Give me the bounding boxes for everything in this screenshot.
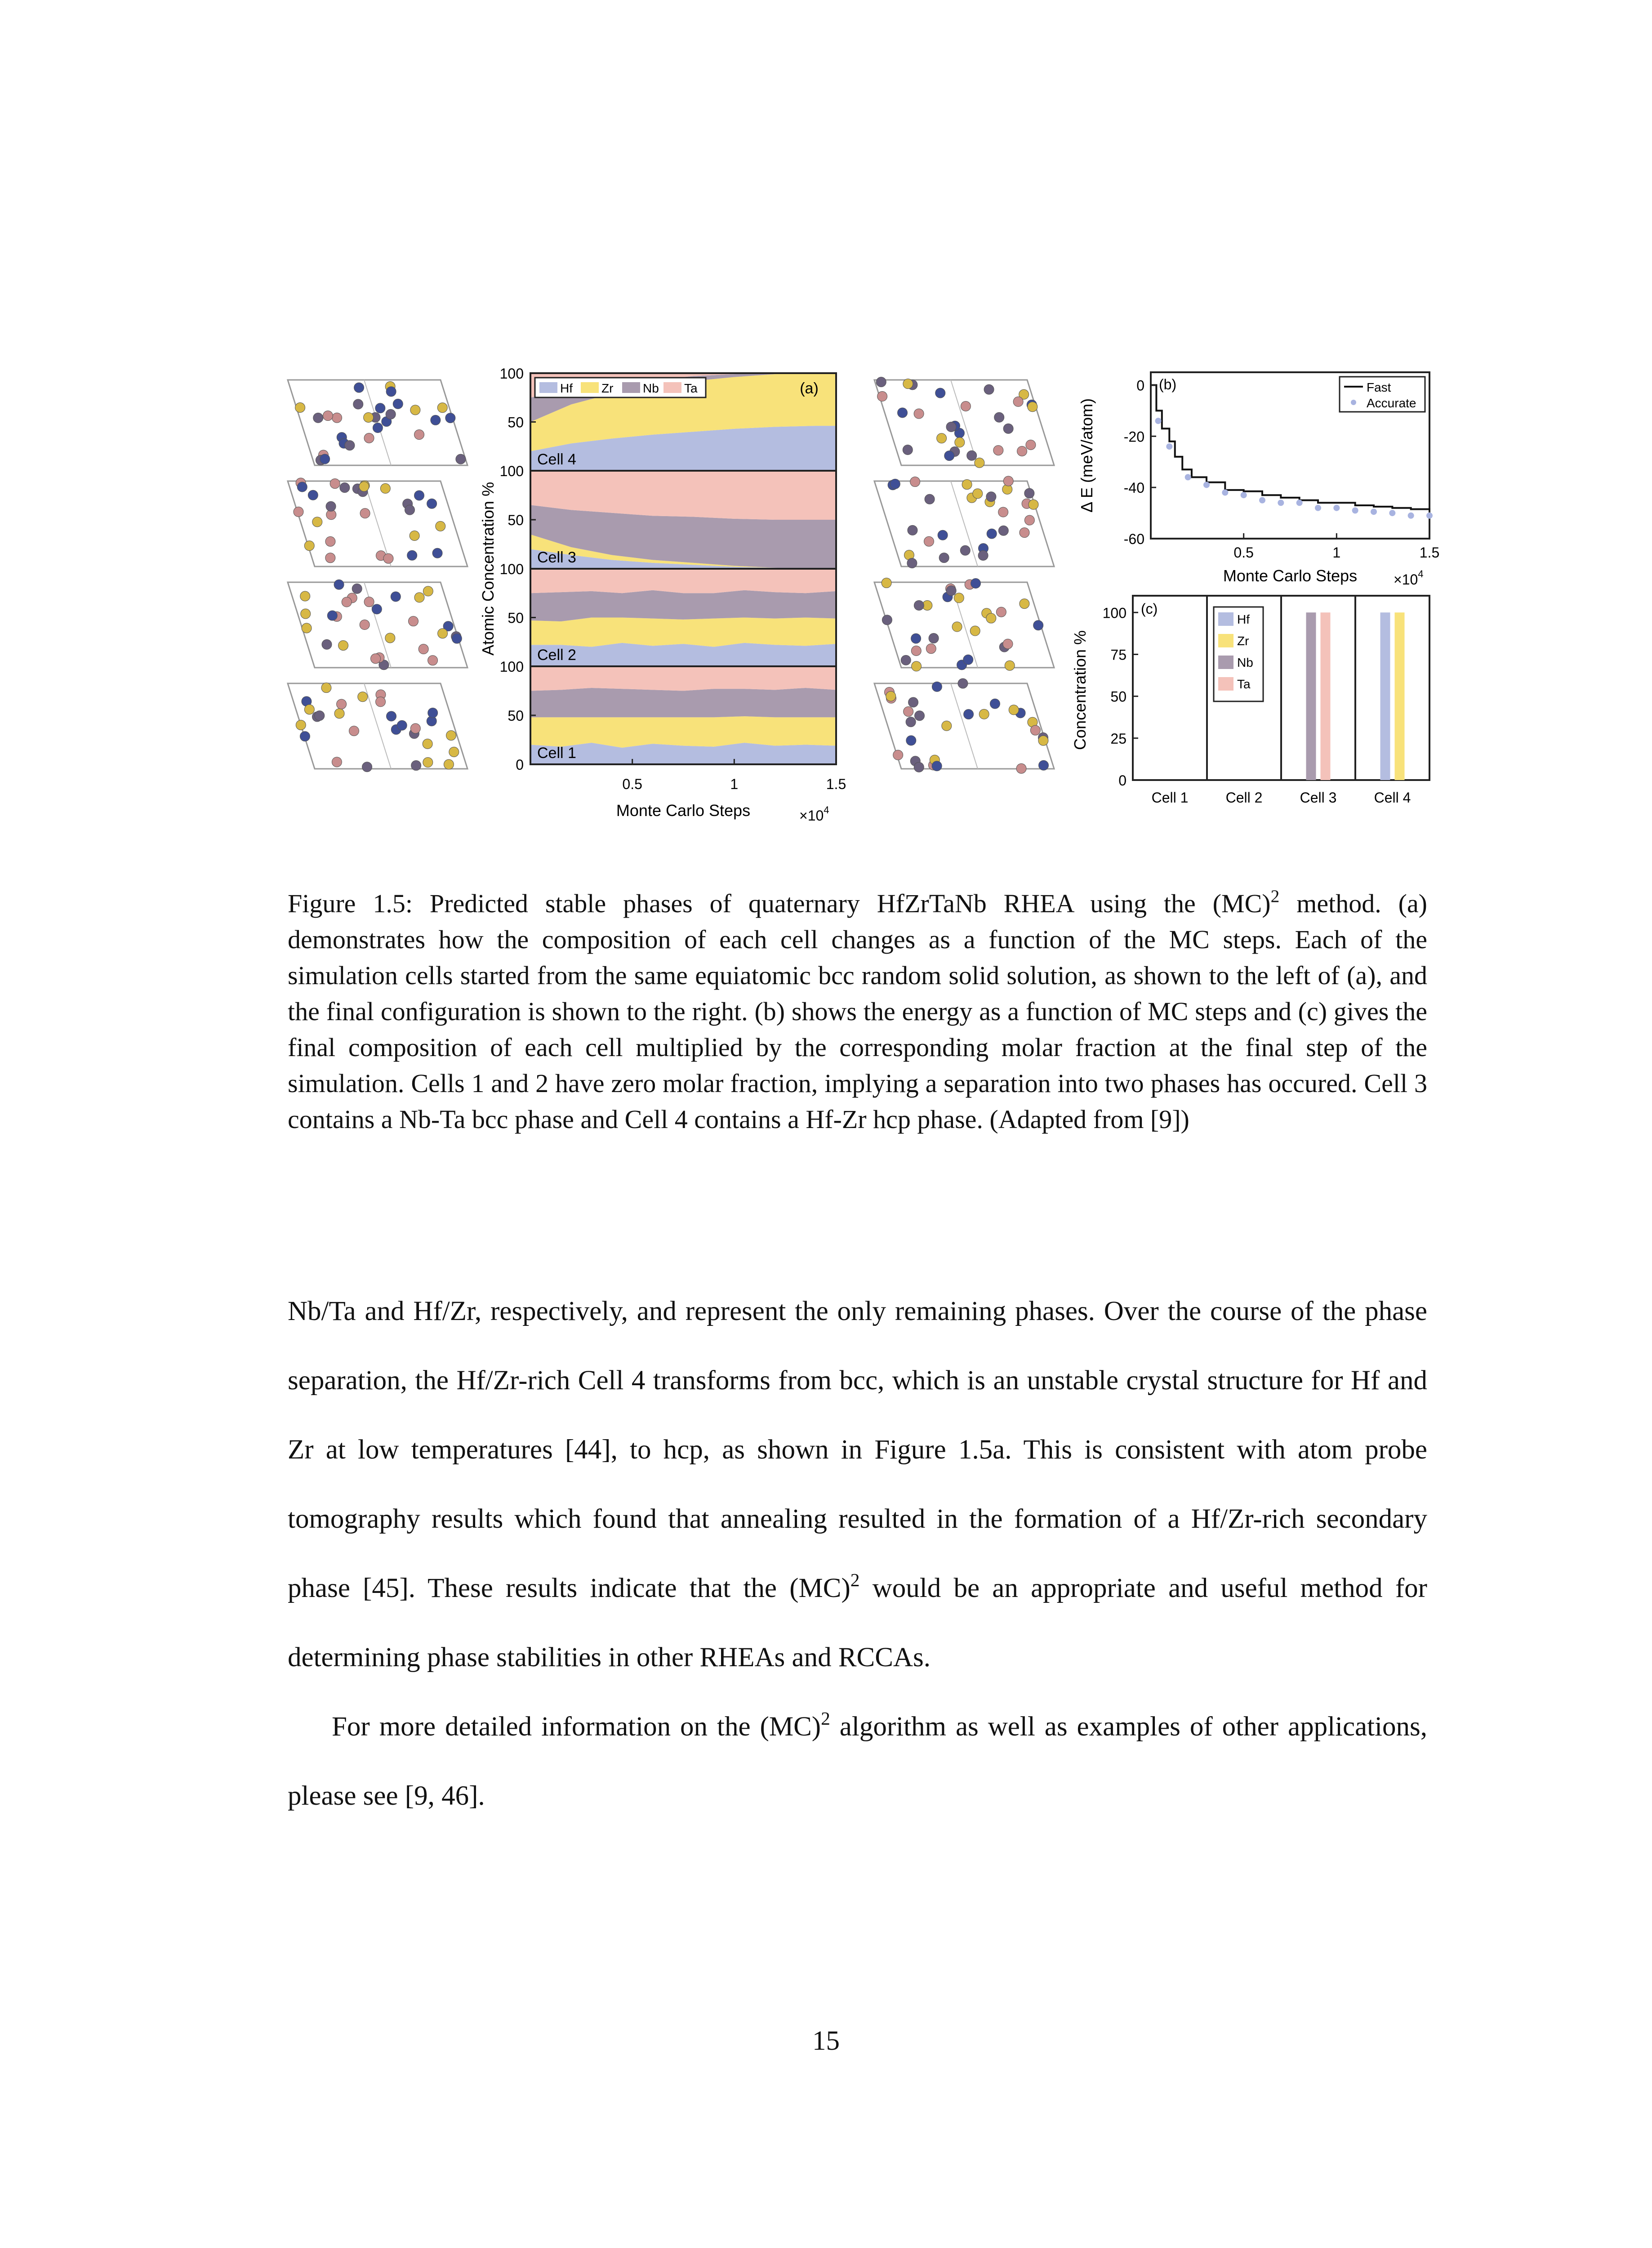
panel-b-x-multiplier: $\times 10^4$ <box>1394 568 1424 588</box>
panel-a-ylabel: Atomic Concentration % <box>479 482 497 656</box>
final-configurations-image <box>874 377 1054 774</box>
lattice-cell-3 <box>288 478 468 566</box>
energy-point-accurate <box>1166 443 1172 450</box>
a-legend-swatch-hf <box>539 382 557 393</box>
energy-point-accurate <box>1203 482 1210 488</box>
a-ytick-50-row3: 50 <box>508 708 524 724</box>
cell-label-3: Cell 3 <box>537 549 576 566</box>
c-category-2: Cell 2 <box>1225 789 1263 806</box>
caption-prefix: Figure 1.5: Predicted stable phases of quaternary HfZrTaNb RHEA using the (MC) <box>288 889 1271 918</box>
a-xtick-1: 1 <box>730 776 739 792</box>
c-legend-ta: Ta <box>1237 677 1251 691</box>
b-xtick-1: 1 <box>1332 544 1341 561</box>
a-legend-hf: Hf <box>560 381 573 395</box>
c-category-4: Cell 4 <box>1374 789 1411 806</box>
area--a-cell-2-hf <box>530 643 836 666</box>
initial-configurations-image <box>288 380 468 772</box>
lattice-cell-3 <box>874 476 1054 568</box>
area--a-cell-2-nb <box>530 590 836 621</box>
panel-b-xlabel: Monte Carlo Steps <box>1223 566 1358 585</box>
c-category-1: Cell 1 <box>1151 789 1189 806</box>
lattice-cell-2 <box>288 580 468 670</box>
page-number: 15 <box>812 2026 840 2056</box>
a-ytick-100-row0: 100 <box>499 366 524 382</box>
c-category-3: Cell 3 <box>1300 789 1337 806</box>
cell-label-1: Cell 1 <box>537 745 576 762</box>
energy-point-accurate <box>1278 500 1284 506</box>
paragraph-1 <box>288 1277 1427 1692</box>
legend-fast: Fast <box>1367 380 1391 394</box>
paragraph-1-part-a: Nb/Ta and Hf/Zr, respectively, and represent the only remaining phases. Over the course of the phase separation, the Hf/Zr-rich Cell 4 transforms from bcc, which is an unstable crystal structure for Hf and Zr at low temperatures [44], to hcp, as shown in Figure 1.5a. This is consistent with atom probe tomography results which found that annealing resulted in the formation of a Hf/Zr-rich secondary phase [45]. These results indicate that the (MC) <box>288 1296 1427 1603</box>
bar-cell-3-nb <box>1306 612 1316 780</box>
c-ytick-3: 25 <box>1110 730 1127 747</box>
area--a-cell-1-ta <box>530 666 836 691</box>
body-text <box>288 1277 1427 1831</box>
paragraph-1-sup: 2 <box>850 1569 860 1590</box>
a-legend-ta: Ta <box>684 381 698 395</box>
a-legend-swatch-nb <box>622 382 640 393</box>
energy-point-accurate <box>1241 492 1247 498</box>
a-ytick-50-row0: 50 <box>508 414 524 431</box>
a-ytick-50-row1: 50 <box>508 512 524 528</box>
paragraph-2-part-a: For more detailed information on the (MC) <box>332 1712 821 1742</box>
panel-b-label: (b) <box>1159 376 1177 393</box>
paragraph-2-sup: 2 <box>821 1708 830 1729</box>
bar-cell-4-hf <box>1380 612 1390 780</box>
caption-sup: 2 <box>1270 886 1280 906</box>
lattice-cell-4 <box>874 377 1054 468</box>
a-legend-swatch-zr <box>581 382 599 393</box>
energy-point-accurate <box>1371 508 1377 515</box>
b-xtick-2: 1.5 <box>1419 544 1440 561</box>
b-xtick-0: 0.5 <box>1233 544 1254 561</box>
panel-a-label: (a) <box>800 380 819 397</box>
energy-point-accurate <box>1352 507 1358 513</box>
c-ytick-4: 0 <box>1118 772 1127 789</box>
panel-c-ylabel: Concentration % <box>1071 630 1089 750</box>
area--a-cell-2-ta <box>530 569 836 593</box>
panel-b-ylabel: Δ E (meV/atom) <box>1078 398 1096 513</box>
c-legend-swatch-ta <box>1218 677 1233 691</box>
area--a-cell-1-zr <box>530 716 836 748</box>
panel-a-xlabel: Monte Carlo Steps <box>616 801 751 820</box>
paragraph-1-part-b: would be an appropriate and useful method for determining phase stabilities in other RHEAs and RCCAs. <box>288 1573 1427 1673</box>
panel-c-label: (c) <box>1141 601 1158 617</box>
b-ytick-0: 0 <box>1136 377 1144 394</box>
a-ytick-50-row2: 50 <box>508 610 524 626</box>
c-legend-nb: Nb <box>1237 656 1253 669</box>
area--a-cell-2-zr <box>530 618 836 647</box>
energy-point-accurate <box>1185 474 1191 480</box>
cell-label-2: Cell 2 <box>537 647 576 664</box>
a-ytick-0: 0 <box>516 757 524 773</box>
c-legend-swatch-hf <box>1218 612 1233 626</box>
panel-a-x-multiplier: $\times 10^4$ <box>799 804 829 824</box>
c-legend-hf: Hf <box>1237 612 1250 626</box>
energy-point-accurate <box>1426 513 1433 519</box>
energy-point-accurate <box>1222 490 1228 496</box>
panel-b-energy-chart <box>1078 372 1439 588</box>
lattice-cell-1 <box>288 683 468 772</box>
a-legend-nb: Nb <box>643 381 659 395</box>
area--a-cell-1-hf <box>530 743 836 764</box>
energy-point-accurate <box>1333 505 1340 511</box>
panel-a-legend <box>535 378 706 397</box>
c-ytick-0: 100 <box>1102 605 1127 621</box>
area--a-cell-1-nb <box>530 688 836 717</box>
energy-point-accurate <box>1296 500 1303 506</box>
panel-b-legend <box>1340 377 1425 412</box>
b-ytick-3: -60 <box>1123 531 1144 547</box>
lattice-cell-2 <box>874 578 1054 671</box>
energy-point-accurate <box>1315 505 1321 511</box>
lattice-cell-1 <box>874 678 1054 773</box>
c-ytick-1: 75 <box>1110 647 1127 663</box>
bar-cell-3-ta <box>1321 612 1331 780</box>
panel-c-final-composition-chart <box>1071 596 1429 806</box>
a-ytick-100-row1: 100 <box>499 463 524 479</box>
legend-accurate: Accurate <box>1367 396 1416 410</box>
panel-a-composition-chart <box>479 366 846 824</box>
b-ytick-1: -20 <box>1123 428 1144 445</box>
caption-rest: method. (a) demonstrates how the composition of each cell changes as a function of the MC steps. Each of the simulation cells started from the same equiatomic bcc random solid solution, as shown to the left of (a), and the final configuration is shown to the right. (b) shows the energy as a function of MC steps and (c) gives the final composition of each cell multiplied by the corresponding molar fraction at the final step of the simulation. Cells 1 and 2 have zero molar fraction, implying a separation into two phases has occured. Cell 3 contains a Nb-Ta bcc phase and Cell 4 contains a Hf-Zr hcp phase. (Adapted from [9]) <box>288 889 1428 1134</box>
energy-point-accurate <box>1389 510 1395 516</box>
bar-cell-4-zr <box>1395 612 1405 780</box>
energy-point-accurate <box>1155 418 1162 424</box>
a-xtick-2: 1.5 <box>826 776 846 792</box>
a-xtick-0: 0.5 <box>622 776 642 792</box>
a-ytick-100-row2: 100 <box>499 561 524 577</box>
c-ytick-2: 50 <box>1110 688 1127 705</box>
c-legend-swatch-nb <box>1218 656 1233 669</box>
energy-point-accurate <box>1259 497 1265 504</box>
figure-1-5 <box>0 0 1652 854</box>
paragraph-2 <box>288 1692 1427 1831</box>
panel-c-legend <box>1214 607 1263 701</box>
energy-point-accurate <box>1408 513 1414 519</box>
c-legend-swatch-zr <box>1218 634 1233 647</box>
lattice-cell-4 <box>288 380 468 465</box>
cell-label-4: Cell 4 <box>537 451 576 468</box>
c-legend-zr: Zr <box>1237 634 1249 648</box>
paragraph-2-part-b: algorithm as well as examples of other applications, please see [9, 46]. <box>288 1712 1427 1811</box>
a-legend-zr: Zr <box>601 381 614 395</box>
a-legend-swatch-ta <box>663 382 681 393</box>
figure-caption <box>288 886 1427 1137</box>
a-ytick-100-row3: 100 <box>499 659 524 675</box>
b-ytick-2: -40 <box>1123 480 1144 496</box>
